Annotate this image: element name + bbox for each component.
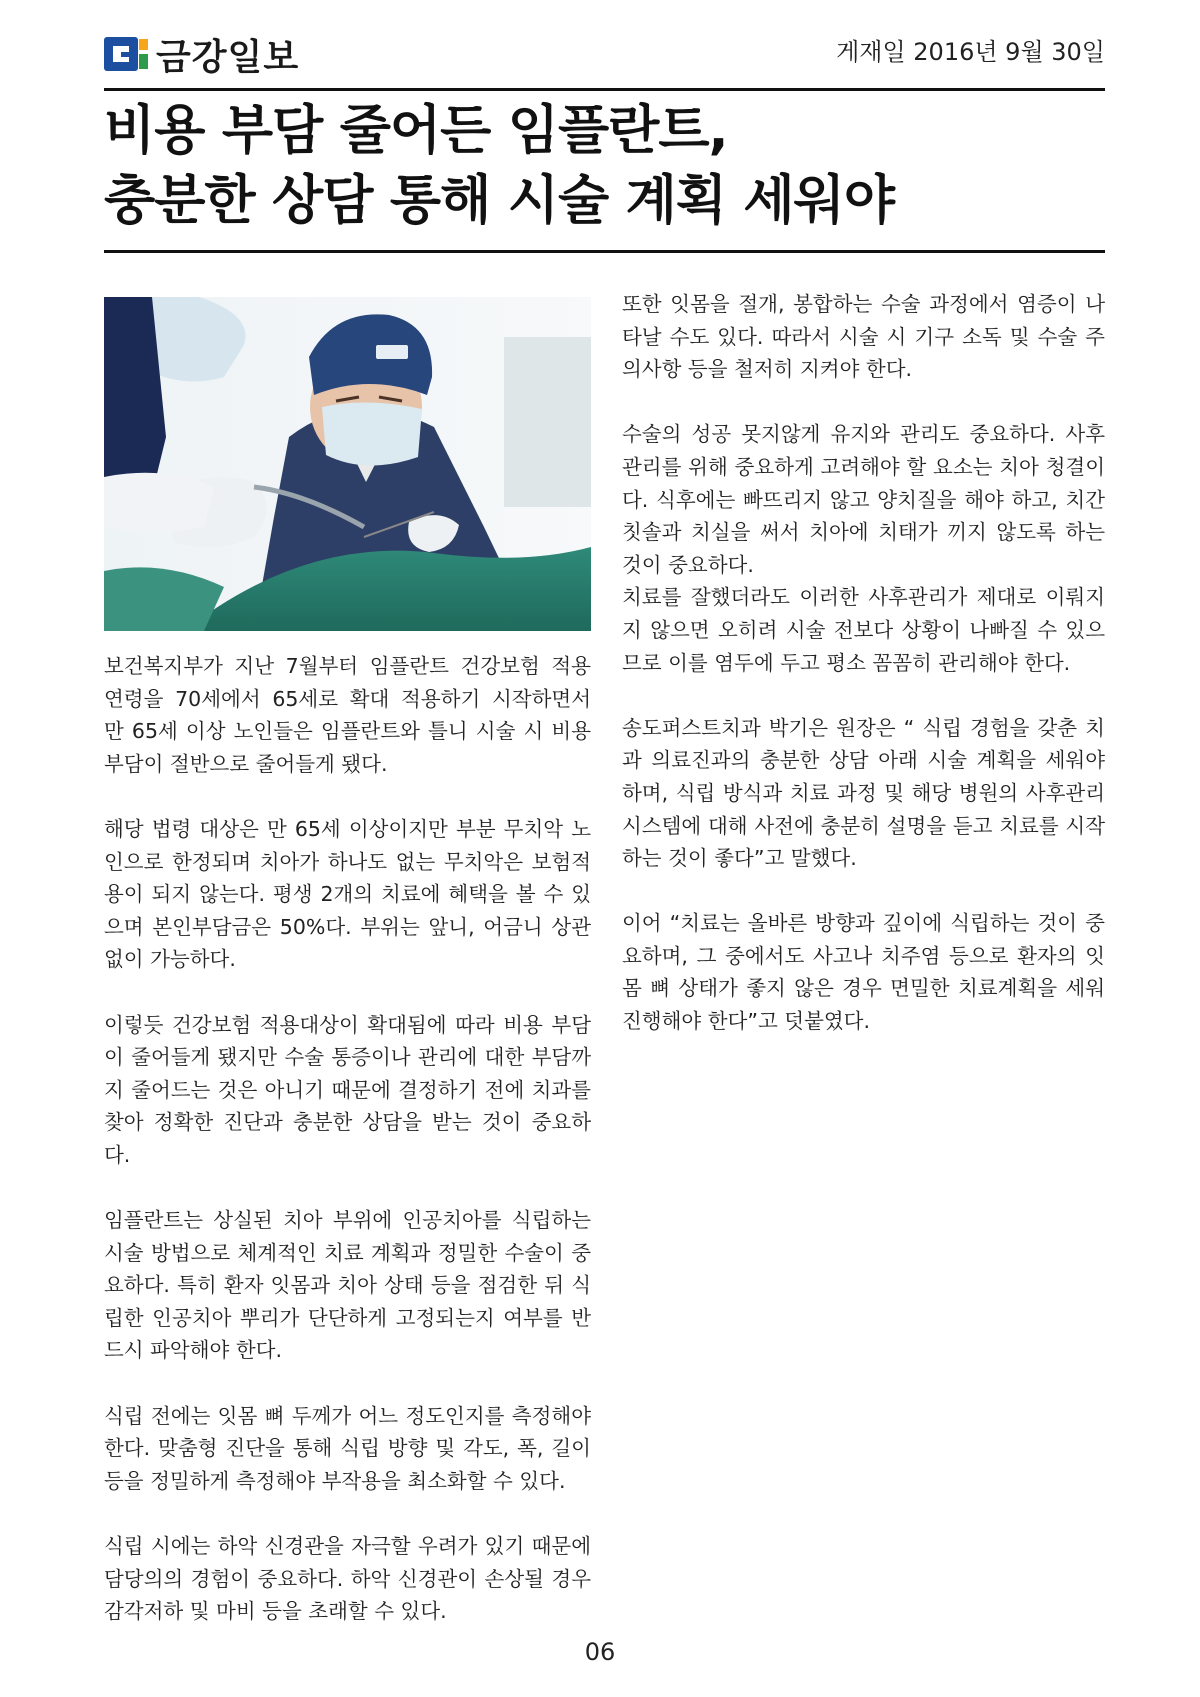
- newspaper-logo-icon: [104, 37, 138, 71]
- publication-date: 게재일 2016년 9월 30일: [836, 38, 1105, 66]
- headline-line-1: 비용 부담 줄어든 임플란트,: [104, 100, 728, 161]
- page-number: 06: [584, 1638, 616, 1666]
- top-rule: [104, 88, 1105, 91]
- paragraph: 이어 “치료는 올바른 방향과 깊이에 식립하는 것이 중요하며, 그 중에서도 사고나 치주염 등으로 환자의 잇몸 뼈 상태가 좋지 않은 경우 면밀한 치료계획을 세워 진행해야 한다”고 덧붙였다.: [622, 911, 1105, 1034]
- article-column-right: [622, 288, 1105, 1070]
- masthead: [104, 30, 299, 78]
- headline-rule: [104, 250, 1105, 253]
- newspaper-name: 금강일보: [156, 36, 300, 78]
- paragraph: 이렇듯 건강보험 적용대상이 확대됨에 따라 비용 부담이 줄어들게 됐지만 수술 통증이나 관리에 대한 부담까지 줄어드는 것은 아니기 때문에 결정하기 전에 치과를 찾아 정확한 진단과 충분한 상담을 받는 것이 중요하다.: [104, 1012, 591, 1167]
- headline-line-2: 충분한 상담 통해 시술 계획 세워야: [104, 170, 895, 231]
- paragraph: 해당 법령 대상은 만 65세 이상이지만 부분 무치악 노인으로 한정되며 치아가 하나도 없는 무치악은 보험적용이 되지 않는다. 평생 2개의 치료에 혜택을 볼 수 있으며 본인부담금은 50%다. 부위는 앞니, 어금니 상관 없이 가능하다.: [104, 816, 591, 972]
- article-photo: [104, 297, 591, 631]
- paragraph: 식립 시에는 하악 신경관을 자극할 우려가 있기 때문에 담당의의 경험이 중요하다. 하악 신경관이 손상될 경우 감각저하 및 마비 등을 초래할 수 있다.: [104, 1534, 591, 1624]
- paragraph: 또한 잇몸을 절개, 봉합하는 수술 과정에서 염증이 나타날 수도 있다. 따라서 시술 시 기구 소독 및 수술 주의사항 등을 철저히 지켜야 한다.: [622, 292, 1105, 382]
- paragraph: 식립 전에는 잇몸 뼈 두께가 어느 정도인지를 측정해야 한다. 맞춤형 진단을 통해 식립 방향 및 각도, 폭, 길이 등을 정밀하게 측정해야 부작용을 최소화할 수 있다.: [104, 1403, 591, 1493]
- article-headline: [104, 96, 1104, 236]
- paragraph: 임플란트는 상실된 치아 부위에 인공치아를 식립하는 시술 방법으로 체계적인 치료 계획과 정밀한 수술이 중요하다. 특히 환자 잇몸과 치아 상태 등을 점검한 뒤 식립한 인공치아 뿌리가 단단하게 고정되는지 여부를 반드시 파악해야 한다.: [104, 1208, 591, 1363]
- paragraph: 수술의 성공 못지않게 유지와 관리도 중요하다. 사후 관리를 위해 중요하게 고려해야 할 요소는 치아 청결이다. 식후에는 빠뜨리지 않고 양치질을 해야 하고, 치간 칫솔과 치실을 써서 치아에 치태가 끼지 않도록 하는 것이 중요하다.: [622, 422, 1105, 577]
- paragraph: 치료를 잘했더라도 이러한 사후관리가 제대로 이뤄지지 않으면 오히려 시술 전보다 상황이 나빠질 수 있으므로 이를 염두에 두고 평소 꼼꼼히 관리해야 한다.: [622, 585, 1105, 675]
- paragraph: 송도퍼스트치과 박기은 원장은 “ 식립 경험을 갖춘 치과 의료진과의 충분한 상담 아래 시술 계획을 세워야 하며, 식립 방식과 치료 과정 및 해당 병원의 사후관리시스템에 대해 사전에 충분히 설명을 듣고 치료를 시작하는 것이 좋다”고 말했다.: [622, 715, 1105, 871]
- paragraph: 보건복지부가 지난 7월부터 임플란트 건강보험 적용 연령을 70세에서 65세로 확대 적용하기 시작하면서 만 65세 이상 노인들은 임플란트와 틀니 시술 시 비용 부담이 절반으로 줄어들게 됐다.: [104, 654, 591, 776]
- article-column-left: [104, 650, 591, 1660]
